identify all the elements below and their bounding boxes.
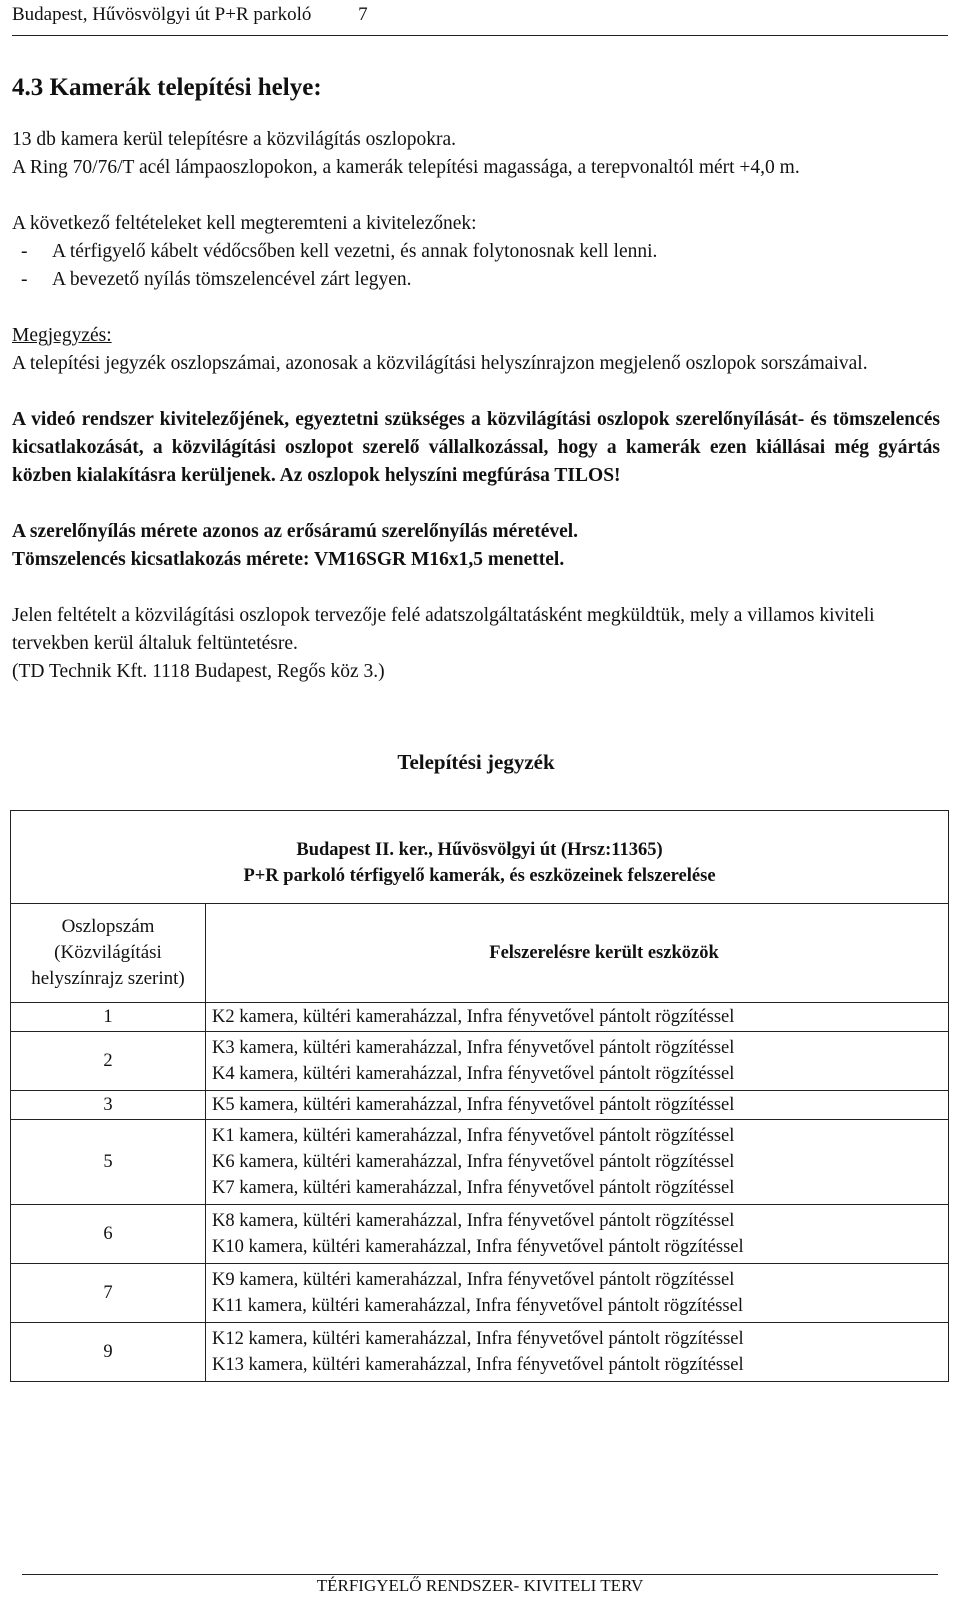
equipment-item: K5 kamera, kültéri kameraházzal, Infra fényvetővel pántolt rögzítéssel	[212, 1095, 735, 1115]
note-text: A telepítési jegyzék oszlopszámai, azonosak a közvilágítási helyszínrajzon megjelenő oszlopok sorszámaival.	[12, 353, 868, 374]
header-divider	[12, 35, 948, 36]
closing-paragraph: Jelen feltételt a közvilágítási oszlopok tervezője felé adatszolgáltatásként megküldtük, mely a villamos kiviteli tervekben kerül általuk feltüntetésre.	[12, 605, 875, 654]
table-row	[11, 1091, 949, 1120]
post-number: 1	[11, 1003, 206, 1032]
equipment-item: K10 kamera, kültéri kameraházzal, Infra fényvetővel pántolt rögzítéssel	[212, 1237, 744, 1257]
condition-text: A bevezető nyílás tömszelencével zárt legyen.	[52, 269, 412, 290]
spacer	[12, 294, 940, 322]
condition-item: - A térfigyelő kábelt védőcsőben kell vezetni, és annak folytonosnak kell lenni.	[21, 241, 658, 262]
equipment-item: K13 kamera, kültéri kameraházzal, Infra fényvetővel pántolt rögzítéssel	[212, 1355, 744, 1375]
column-header-post: Oszlopszám (Közvilágítási helyszínrajz szerint)	[11, 904, 206, 1003]
table-row	[11, 1120, 949, 1205]
equipment-item: K7 kamera, kültéri kameraházzal, Infra fényvetővel pántolt rögzítéssel	[212, 1178, 735, 1198]
bold-line: Tömszelencés kicsatlakozás mérete: VM16SGR M16x1,5 menettel.	[12, 549, 565, 570]
equipment-cell	[206, 1205, 949, 1264]
equipment-cell	[206, 1091, 949, 1120]
column-header-equipment: Felszerelésre került eszközök	[206, 904, 949, 1003]
page-header	[12, 4, 368, 26]
caption-line: Budapest II. ker., Hűvösvölgyi út (Hrsz:11365)	[296, 840, 663, 860]
equipment-item: K11 kamera, kültéri kameraházzal, Infra fényvetővel pántolt rögzítéssel	[212, 1296, 743, 1316]
equipment-item: K2 kamera, kültéri kameraházzal, Infra fényvetővel pántolt rögzítéssel	[212, 1007, 735, 1027]
document-body	[12, 72, 940, 1382]
equipment-item: K6 kamera, kültéri kameraházzal, Infra fényvetővel pántolt rögzítéssel	[212, 1152, 735, 1172]
equipment-cell	[206, 1003, 949, 1032]
spacer	[12, 182, 940, 210]
table-row	[11, 1032, 949, 1091]
table-row	[11, 1323, 949, 1382]
post-number: 6	[11, 1205, 206, 1264]
table-body	[11, 1003, 949, 1382]
equipment-item: K1 kamera, kültéri kameraházzal, Infra fényvetővel pántolt rögzítéssel	[212, 1126, 735, 1146]
condition-text: A térfigyelő kábelt védőcsőben kell vezetni, és annak folytonosnak kell lenni.	[52, 241, 658, 262]
equipment-cell	[206, 1264, 949, 1323]
header-title: Budapest, Hűvösvölgyi út P+R parkoló	[12, 4, 312, 25]
table-row	[11, 1205, 949, 1264]
post-number: 2	[11, 1032, 206, 1091]
caption-line: P+R parkoló térfigyelő kamerák, és eszközeinek felszerelése	[243, 866, 716, 886]
paragraph-line: 13 db kamera kerül telepítésre a közvilágítás oszlopokra.	[12, 129, 457, 150]
conditions-intro: A következő feltételeket kell megteremteni a kivitelezőnek:	[12, 213, 477, 234]
equipment-item: K8 kamera, kültéri kameraházzal, Infra fényvetővel pántolt rögzítéssel	[212, 1211, 735, 1231]
post-number: 3	[11, 1091, 206, 1120]
post-number: 7	[11, 1264, 206, 1323]
spacer	[12, 574, 940, 602]
condition-item: - A bevezető nyílás tömszelencével zárt legyen.	[21, 269, 412, 290]
equipment-cell	[206, 1323, 949, 1382]
equipment-cell	[206, 1120, 949, 1205]
table-caption-row	[11, 811, 949, 904]
footer-text: TÉRFIGYELŐ RENDSZER- KIVITELI TERV	[316, 1576, 644, 1595]
table-row	[11, 1003, 949, 1032]
list-title: Telepítési jegyzék	[397, 750, 555, 774]
equipment-item: K3 kamera, kültéri kameraházzal, Infra fényvetővel pántolt rögzítéssel	[212, 1038, 735, 1058]
closing-address: (TD Technik Kft. 1118 Budapest, Regős köz 3.)	[12, 661, 385, 682]
equipment-cell	[206, 1032, 949, 1091]
spacer	[12, 378, 940, 406]
bold-line: A szerelőnyílás mérete azonos az erősáramú szerelőnyílás méretével.	[12, 521, 579, 542]
equipment-item: K12 kamera, kültéri kameraházzal, Infra fényvetővel pántolt rögzítéssel	[212, 1329, 744, 1349]
table-row	[11, 1264, 949, 1323]
note-label: Megjegyzés:	[12, 325, 112, 346]
post-number: 5	[11, 1120, 206, 1205]
equipment-item: K9 kamera, kültéri kameraházzal, Infra fényvetővel pántolt rögzítéssel	[212, 1270, 735, 1290]
paragraph-line: A Ring 70/76/T acél lámpaoszlopokon, a kamerák telepítési magassága, a terepvonaltól mért +4,0 m.	[12, 157, 800, 178]
section-title: 4.3 Kamerák telepítési helye:	[12, 74, 322, 101]
page-number: 7	[358, 4, 368, 25]
equipment-item: K4 kamera, kültéri kameraházzal, Infra fényvetővel pántolt rögzítéssel	[212, 1064, 735, 1084]
installation-table	[10, 810, 949, 1382]
warning-paragraph: A videó rendszer kivitelezőjének, egyeztetni szükséges a közvilágítási oszlopok szerelőnyílását- és tömszelencés kicsatlakozását, a közvilágítási oszlopot szerelő vállalkozással, hogy a kamerák ezen kiállásai még gyártás közben kialakításra kerüljenek. Az oszlopok helyszíni megfúrása TILOS!	[12, 409, 940, 486]
table-header-row	[11, 904, 949, 1003]
spacer	[12, 490, 940, 518]
table-caption	[11, 811, 949, 904]
post-number: 9	[11, 1323, 206, 1382]
footer-divider	[22, 1574, 938, 1575]
